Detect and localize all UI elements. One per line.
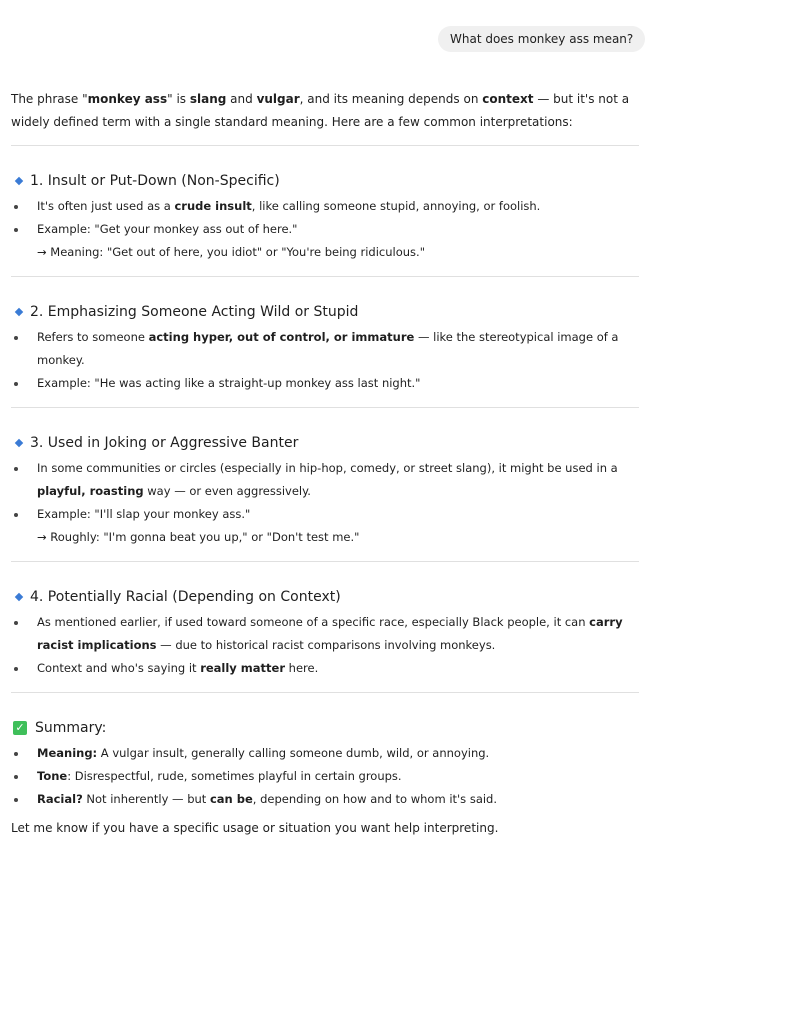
section-wild-stupid — [11, 300, 639, 395]
diamond-icon — [15, 177, 23, 185]
section-heading: 2. Emphasizing Someone Acting Wild or Stupid — [11, 300, 639, 324]
section-summary — [11, 716, 639, 811]
list-item: Example: "I'll slap your monkey ass." → Roughly: "I'm gonna beat you up," or "Don't test me." — [11, 503, 639, 549]
list-item: Example: "Get your monkey ass out of here." → Meaning: "Get out of here, you idiot" or "You're being ridiculous." — [11, 218, 639, 264]
divider — [11, 561, 639, 562]
section-racial — [11, 585, 639, 680]
diamond-icon — [15, 308, 23, 316]
diamond-icon — [15, 439, 23, 447]
check-mark-button-icon: ✓ — [13, 721, 27, 735]
divider — [11, 276, 639, 277]
divider — [11, 692, 639, 693]
summary-heading: ✓ Summary: — [11, 716, 639, 740]
list-item: It's often just used as a crude insult, like calling someone stupid, annoying, or foolish. — [11, 195, 639, 218]
user-message-text: What does monkey ass mean? — [450, 32, 634, 46]
diamond-icon — [15, 593, 23, 601]
list-item: In some communities or circles (especially in hip-hop, comedy, or street slang), it might be used in a playful, roasting way — or even aggressively. — [11, 457, 639, 503]
divider — [11, 145, 639, 146]
divider — [11, 407, 639, 408]
closing-paragraph: Let me know if you have a specific usage or situation you want help interpreting. — [11, 821, 499, 835]
list-item: Example: "He was acting like a straight-up monkey ass last night." — [11, 372, 639, 395]
list-item: Meaning: A vulgar insult, generally calling someone dumb, wild, or annoying. — [11, 742, 639, 765]
section-insult — [11, 169, 639, 264]
list-item: Tone: Disrespectful, rude, sometimes playful in certain groups. — [11, 765, 639, 788]
section-heading: 4. Potentially Racial (Depending on Context) — [11, 585, 639, 609]
section-heading: 3. Used in Joking or Aggressive Banter — [11, 431, 639, 455]
assistant-response — [11, 88, 639, 840]
list-item: Refers to someone acting hyper, out of control, or immature — like the stereotypical image of a monkey. — [11, 326, 639, 372]
intro-paragraph: The phrase "monkey ass" is slang and vulgar, and its meaning depends on context — but it's not a widely defined term with a single standard meaning. Here are a few common interpretations: — [11, 92, 630, 129]
list-item: Context and who's saying it really matter here. — [11, 657, 639, 680]
list-item: Racial? Not inherently — but can be, depending on how and to whom it's said. — [11, 788, 639, 811]
user-message-bubble — [438, 26, 645, 52]
list-item: As mentioned earlier, if used toward someone of a specific race, especially Black people, it can carry racist implications — due to historical racist comparisons involving monkeys. — [11, 611, 639, 657]
section-heading: 1. Insult or Put-Down (Non-Specific) — [11, 169, 639, 193]
section-banter — [11, 431, 639, 549]
